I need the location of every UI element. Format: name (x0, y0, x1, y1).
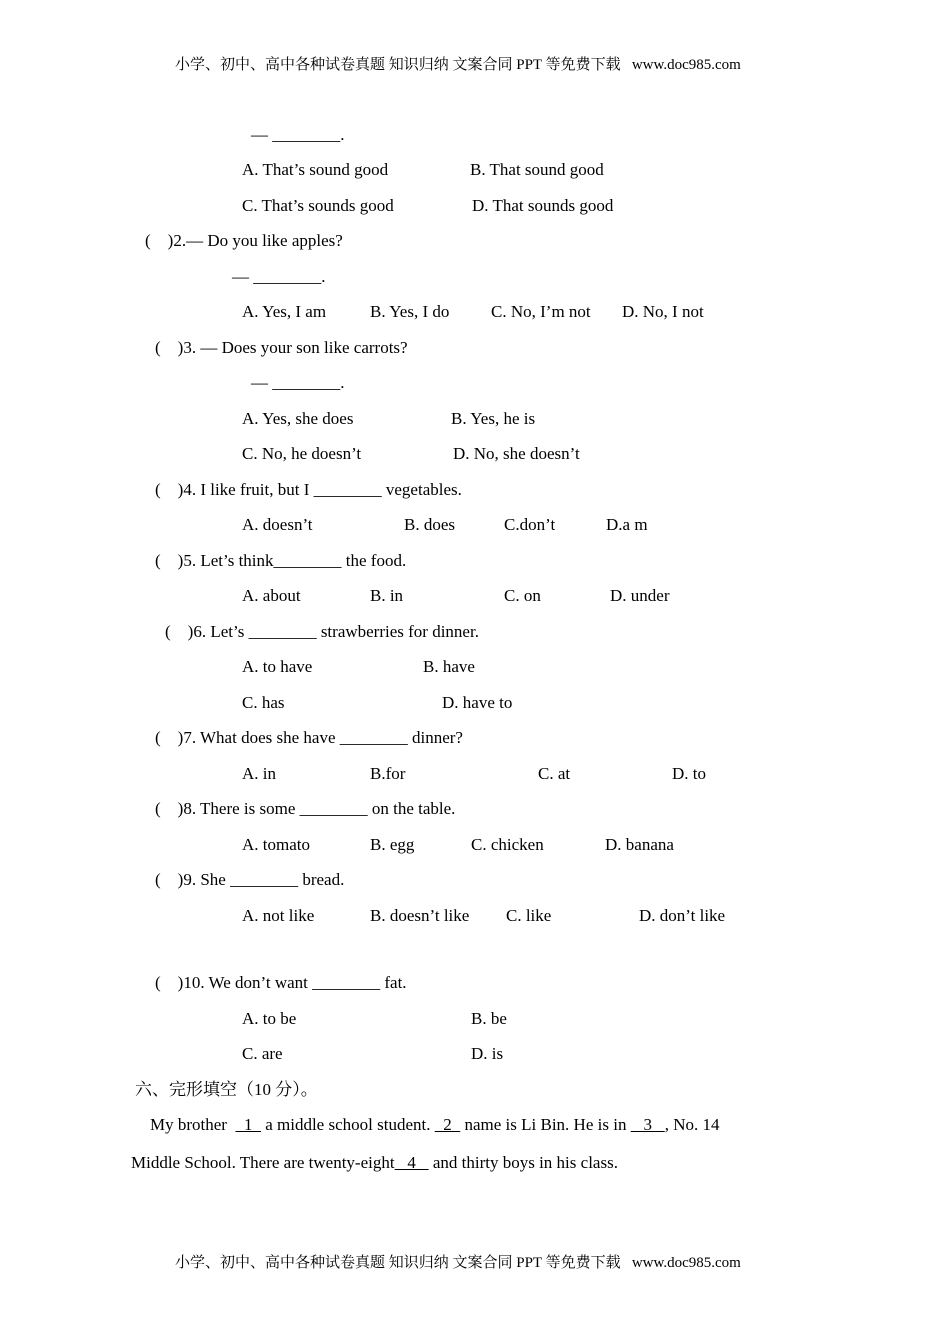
q2-option-d: D. No, I not (622, 302, 704, 321)
q5-option-c: C. on (504, 586, 541, 605)
q8-option-a: A. tomato (242, 835, 310, 854)
q7-option-d: D. to (672, 764, 706, 783)
q8-option-d: D. banana (605, 835, 674, 854)
section-heading: 六、完形填空（10 分）。 (135, 1080, 318, 1099)
q2-option-c: C. No, I’m not (491, 302, 591, 321)
q6-option-d: D. have to (442, 693, 513, 712)
q1-option-b: B. That sound good (470, 160, 604, 179)
q7-option-a: A. in (242, 764, 276, 783)
q1-option-d: D. That sounds good (472, 196, 614, 215)
q2-answer-line: — ________. (232, 267, 326, 286)
q8-prompt: ( )8. There is some ________ on the table. (155, 799, 456, 818)
cloze-blank-1: 1 (235, 1115, 261, 1134)
q4-option-b: B. does (404, 515, 455, 534)
cloze-paragraph-line-1 (150, 1116, 719, 1133)
q3-option-c: C. No, he doesn’t (242, 444, 362, 463)
q4-prompt: ( )4. I like fruit, but I ________ vegetables. (155, 480, 462, 499)
q1-option-c: C. That’s sounds good (242, 196, 394, 215)
cloze-text: name is Li Bin. He is in (460, 1115, 631, 1134)
q10-option-c: C. are (242, 1044, 283, 1063)
page-footer: 小学、初中、高中各种试卷真题 知识归纳 文案合同 PPT 等免费下载 www.doc985.com (175, 1255, 741, 1271)
q9-option-b: B. doesn’t like (370, 906, 470, 925)
q10-option-d: D. is (471, 1044, 504, 1063)
q5-option-a: A. about (242, 586, 301, 605)
cloze-text: Middle School. There are twenty-eight (131, 1153, 395, 1172)
q9-option-d: D. don’t like (639, 906, 726, 925)
q9-option-a: A. not like (242, 906, 315, 925)
cloze-paragraph-line-2 (131, 1154, 618, 1171)
q8-option-c: C. chicken (471, 835, 544, 854)
q7-prompt: ( )7. What does she have ________ dinner? (155, 728, 463, 747)
q5-option-b: B. in (370, 586, 404, 605)
q9-option-c: C. like (506, 906, 552, 925)
q10-prompt: ( )10. We don’t want ________ fat. (155, 973, 407, 992)
page-header: 小学、初中、高中各种试卷真题 知识归纳 文案合同 PPT 等免费下载 www.doc985.com (175, 57, 741, 73)
q2-option-a: A. Yes, I am (242, 302, 327, 321)
q10-option-b: B. be (471, 1009, 507, 1028)
q7-option-c: C. at (538, 764, 571, 783)
q2-option-b: B. Yes, I do (370, 302, 450, 321)
q3-option-d: D. No, she doesn’t (453, 444, 580, 463)
q2-prompt: ( )2.— Do you like apples? (145, 231, 343, 250)
q4-option-a: A. doesn’t (242, 515, 313, 534)
cloze-blank-4: 4 (394, 1153, 429, 1172)
cloze-blank-2: 2 (434, 1115, 461, 1134)
q3-option-b: B. Yes, he is (451, 409, 536, 428)
q4-option-d: D.a m (606, 515, 648, 534)
q4-option-c: C.don’t (504, 515, 556, 534)
q1-option-a: A. That’s sound good (242, 160, 389, 179)
cloze-text: a middle school student. (260, 1115, 435, 1134)
q3-answer-line: — ________. (251, 373, 345, 392)
q6-option-c: C. has (242, 693, 285, 712)
q5-option-d: D. under (610, 586, 670, 605)
q1-answer-line: — ________. (251, 125, 345, 144)
q6-option-b: B. have (423, 657, 475, 676)
q9-prompt: ( )9. She ________ bread. (155, 870, 345, 889)
cloze-blank-3: 3 (630, 1115, 665, 1134)
q5-prompt: ( )5. Let’s think________ the food. (155, 551, 407, 570)
q10-option-a: A. to be (242, 1009, 297, 1028)
cloze-text: , No. 14 (664, 1115, 720, 1134)
q7-option-b: B.for (370, 764, 406, 783)
q8-option-b: B. egg (370, 835, 415, 854)
q3-option-a: A. Yes, she does (242, 409, 354, 428)
q6-prompt: ( )6. Let’s ________ strawberries for dinner. (165, 622, 479, 641)
q3-prompt: ( )3. — Does your son like carrots? (155, 338, 408, 357)
q6-option-a: A. to have (242, 657, 313, 676)
cloze-text: My brother (150, 1115, 236, 1134)
cloze-text: and thirty boys in his class. (428, 1153, 618, 1172)
